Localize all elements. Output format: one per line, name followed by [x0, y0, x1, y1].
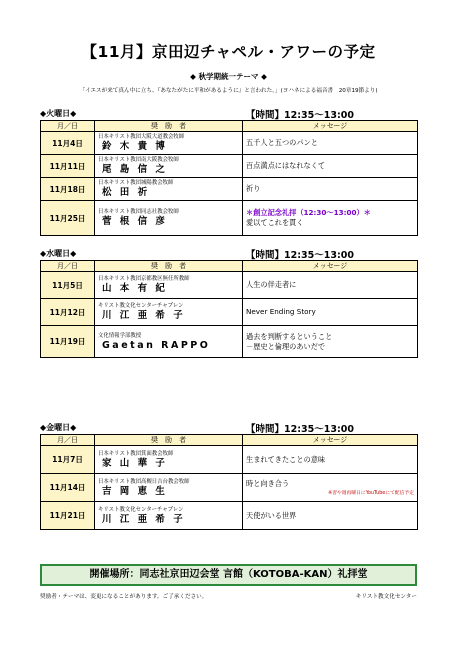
- speaker-affiliation: 日本キリスト教団城陽教会牧師: [98, 180, 174, 186]
- speaker-cell: [95, 272, 243, 299]
- speaker-name: 菅 根 信 彦: [102, 216, 168, 227]
- message-text: 人生の伴走者に: [246, 280, 297, 289]
- speaker-cell: [95, 201, 243, 236]
- speaker-cell: [95, 132, 243, 155]
- speaker-affiliation: 日本キリスト教団箕面教会牧師: [98, 450, 174, 457]
- message-text: 百点満点にはなれなくて: [246, 161, 326, 170]
- time-label: 【時間】12:35～13:00: [246, 424, 354, 435]
- speaker-affiliation: 文化情報学部教授: [98, 332, 142, 339]
- theme-text: 「イエスが来て真ん中に立ち、『あなたがたに平和があるように』と言われた。」(ヨハネによる福音書 20章19節より): [79, 88, 378, 94]
- message-text: 祈り: [246, 184, 261, 193]
- schedule-table: [40, 434, 418, 530]
- speaker-affiliation: キリスト教文化センターチャプレン: [98, 506, 184, 513]
- table-header-row: [41, 435, 418, 446]
- section-header: [40, 248, 417, 260]
- message-text: 五千人と五つのパンと: [246, 138, 318, 147]
- table-row: [41, 326, 418, 358]
- speaker-affiliation: 日本キリスト教団高槻日吉台教会牧師: [98, 478, 190, 485]
- message-cell: [243, 272, 418, 299]
- message-cell: [243, 474, 418, 502]
- speaker-name: 川 江 亜 希 子: [102, 310, 186, 321]
- schedule-section: [40, 422, 417, 530]
- date-cell: 11月4日: [41, 132, 95, 155]
- speaker-cell: [95, 446, 243, 474]
- speaker-affiliation: 日本キリスト教団大阪大道教会牧師: [98, 134, 185, 140]
- date-cell: 11月19日: [41, 326, 95, 358]
- table-row: [41, 178, 418, 201]
- speaker-name: 鈴 木 貴 博: [102, 141, 168, 152]
- speaker-name: 尾 島 信 之: [102, 164, 168, 175]
- message-text: 天使がいる世界: [246, 510, 297, 520]
- day-label: ◆火曜日◆: [40, 109, 77, 118]
- speaker-affiliation: キリスト教文化センターチャプレン: [98, 303, 184, 309]
- table-row: [41, 299, 418, 326]
- speaker-name: Gaetan RAPPO: [102, 339, 211, 351]
- message-cell: [243, 155, 418, 178]
- message-cell: [243, 326, 418, 358]
- time-label: 【時間】12:35～13:00: [246, 250, 354, 261]
- message-text: Never Ending Story: [246, 307, 316, 316]
- speaker-name: 家 山 華 子: [102, 457, 168, 469]
- speaker-cell: [95, 474, 243, 502]
- speaker-column-header: 奨 励 者: [95, 435, 243, 446]
- speaker-name: 川 江 亜 希 子: [102, 513, 186, 525]
- message-cell: [243, 201, 418, 236]
- speaker-cell: [95, 502, 243, 530]
- footer-organization: キリスト教文化センター: [355, 594, 417, 600]
- speaker-cell: [95, 299, 243, 326]
- table-row: [41, 272, 418, 299]
- message-text: 生まれてきたことの意味: [246, 454, 326, 464]
- date-cell: 11月21日: [41, 502, 95, 530]
- speaker-name: 松 田 祈: [102, 187, 150, 198]
- table-row: [41, 474, 418, 502]
- speaker-name: 吉 岡 恵 生: [102, 485, 168, 497]
- table-row: [41, 201, 418, 236]
- date-cell: 11月25日: [41, 201, 95, 236]
- message-text: 時と向き合う: [246, 479, 290, 488]
- table-header-row: [41, 261, 418, 272]
- page-title: 【11月】京田辺チャペル・アワーの予定: [81, 43, 376, 61]
- speaker-column-header: 奨 励 者: [95, 261, 243, 272]
- date-cell: 11月7日: [41, 446, 95, 474]
- table-row: [41, 155, 418, 178]
- table-row: [41, 502, 418, 530]
- message-cell: [243, 178, 418, 201]
- day-label: ◆金曜日◆: [40, 423, 77, 432]
- schedule-table: [40, 120, 418, 236]
- message-cell: [243, 132, 418, 155]
- time-label: 【時間】12:35～13:00: [246, 110, 354, 121]
- schedule-table: [40, 260, 418, 358]
- date-cell: 11月14日: [41, 474, 95, 502]
- day-label: ◆水曜日◆: [40, 249, 77, 258]
- date-column-header: 月／日: [41, 121, 95, 132]
- message-column-header: メッセージ: [243, 121, 418, 132]
- speaker-column-header: 奨 励 者: [95, 121, 243, 132]
- speaker-affiliation: 日本キリスト教団京都教区無任所教師: [98, 276, 190, 282]
- table-row: [41, 132, 418, 155]
- date-column-header: 月／日: [41, 435, 95, 446]
- message-text: 愛以てこれを貫く: [246, 218, 304, 227]
- message-column-header: メッセージ: [243, 261, 418, 272]
- speaker-affiliation: 日本キリスト教団同志社教会牧師: [98, 209, 179, 215]
- schedule-section: [40, 248, 417, 358]
- speaker-cell: [95, 178, 243, 201]
- message-cell: [243, 299, 418, 326]
- speaker-cell: [95, 326, 243, 358]
- speaker-cell: [95, 155, 243, 178]
- message-cell: [243, 502, 418, 530]
- message-cell: [243, 446, 418, 474]
- date-cell: 11月18日: [41, 178, 95, 201]
- message-text: 過去を判断するということ －歴史と倫理のあいだで: [246, 331, 333, 351]
- date-column-header: 月／日: [41, 261, 95, 272]
- table-header-row: [41, 121, 418, 132]
- message-column-header: メッセージ: [243, 435, 418, 446]
- date-cell: 11月11日: [41, 155, 95, 178]
- date-cell: 11月12日: [41, 299, 95, 326]
- venue-banner: 開催場所：同志社京田辺会堂 言館（KOTOBA-KAN）礼拝堂: [40, 564, 417, 586]
- theme-label: ◆ 秋学期統一テーマ ◆: [190, 72, 267, 81]
- table-row: [41, 446, 418, 474]
- stream-note: ※習や週再曜日にYouTubeにて配信予定: [328, 491, 414, 496]
- section-header: [40, 108, 417, 120]
- section-header: [40, 422, 417, 434]
- date-cell: 11月5日: [41, 272, 95, 299]
- special-event-label: ＊創立記念礼拝（12:30～13:00）＊: [246, 208, 371, 217]
- footer-note: 奨励者・テーマは、変更になることがあります。ご了承ください。: [40, 594, 208, 600]
- speaker-affiliation: 日本キリスト教団南大阪教会牧師: [98, 157, 179, 163]
- schedule-section: [40, 108, 417, 236]
- speaker-name: 山 本 有 紀: [102, 283, 168, 294]
